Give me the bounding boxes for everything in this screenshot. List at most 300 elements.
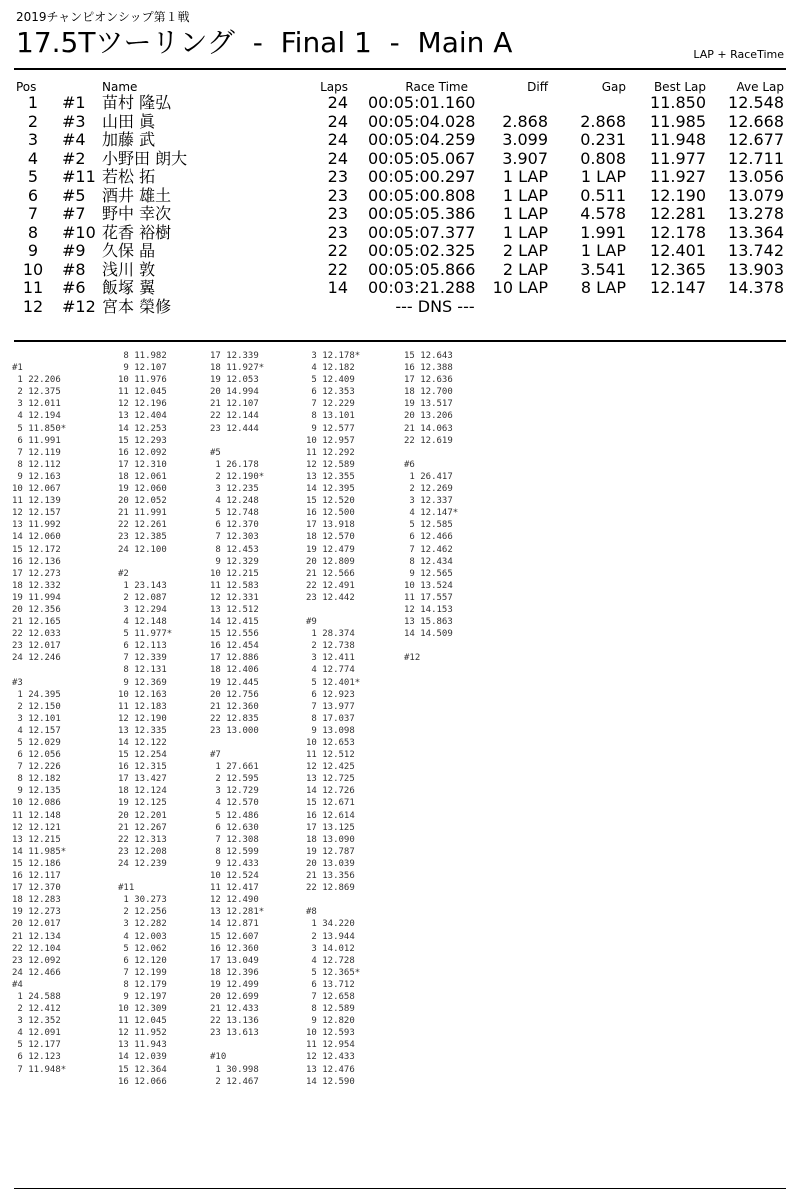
gap: 0.231 — [580, 130, 626, 149]
lap-time-line — [404, 640, 458, 652]
lap-time-line: 11 12.954 — [306, 1040, 355, 1051]
lap-time-line: 7 12.303 — [210, 532, 259, 543]
lap-count: 22 — [327, 241, 348, 260]
lap-time-line: 8 13.101 — [306, 411, 355, 422]
lap-time-line: 12 12.433 — [306, 1052, 355, 1063]
race-time: 00:05:04.028 — [368, 111, 476, 131]
lap-time-line: 12 12.589 — [306, 459, 355, 470]
lap-time-line: 4 12.774 — [306, 665, 355, 676]
lap-time-line: 3 12.337 — [404, 496, 453, 507]
lap-time-line: 9 13.098 — [306, 725, 355, 736]
lap-time-line: 9 12.163 — [12, 471, 61, 482]
lap-time-line: 8 12.131 — [118, 665, 167, 676]
lap-time-line: 23 12.017 — [12, 641, 61, 652]
ave-lap: 13.278 — [728, 204, 784, 223]
lap-time-line: 1 28.374 — [306, 629, 355, 640]
lap-time-line: 20 12.052 — [118, 496, 167, 507]
lap-time-line: 11 12.583 — [210, 580, 259, 591]
lap-time-line — [306, 894, 360, 906]
lap-time-line: 13 12.512 — [210, 604, 259, 615]
lap-time-line: 13 12.404 — [118, 411, 167, 422]
lap-time-line: 21 12.165 — [12, 617, 61, 628]
lap-time-line: 22 12.313 — [118, 834, 167, 845]
lap-time-line: 19 12.499 — [210, 979, 259, 990]
lap-time-line: 24 12.246 — [12, 653, 61, 664]
driver-name: 加藤 武 — [102, 130, 156, 149]
lap-time-line: 3 12.729 — [210, 786, 259, 797]
lap-time-line: 6 12.353 — [306, 387, 355, 398]
lap-time-line: 22 12.619 — [404, 435, 453, 446]
lap-time-line: 22 12.033 — [12, 629, 61, 640]
lap-column — [118, 350, 172, 1088]
lap-time-line: 8 12.453 — [210, 544, 259, 555]
ave-lap: 14.378 — [728, 278, 784, 297]
lap-time-line: 1 24.588 — [12, 991, 61, 1002]
lap-time-line: 16 12.500 — [306, 508, 355, 519]
driver-lap-heading: #9 — [306, 617, 317, 628]
lap-time-line: 20 12.017 — [12, 919, 61, 930]
race-time: 00:05:00.808 — [368, 185, 476, 205]
diff: 2.868 — [502, 111, 548, 131]
lap-time-line: 4 12.194 — [12, 411, 61, 422]
lap-time-line: 10 11.976 — [118, 375, 167, 386]
lap-time-line: 18 12.570 — [306, 532, 355, 543]
lap-time-line: 16 12.315 — [118, 762, 167, 773]
lap-time-line: 9 12.433 — [210, 858, 259, 869]
best-lap: 12.365 — [650, 259, 706, 279]
gap: 0.808 — [580, 148, 626, 168]
lap-column — [12, 350, 66, 1076]
lap-time-line: 15 12.254 — [118, 750, 167, 761]
lap-time-line: 4 12.728 — [306, 955, 355, 966]
race-time: 00:05:07.377 — [368, 222, 476, 242]
driver-lap-heading: #6 — [404, 459, 415, 470]
lap-time-line: 20 12.756 — [210, 689, 259, 700]
lap-time-line: 12 11.952 — [118, 1028, 167, 1039]
best-lap: 11.985 — [650, 111, 706, 131]
lap-time-line: 11 12.045 — [118, 1016, 167, 1027]
lap-time-line: 19 12.273 — [12, 907, 61, 918]
lap-time-line: 24 12.466 — [12, 967, 61, 978]
best-lap: 12.190 — [650, 185, 706, 205]
lap-time-line: 18 12.396 — [210, 967, 259, 978]
lap-time-line: 5 12.409 — [306, 375, 355, 386]
ave-lap: 13.364 — [728, 222, 784, 242]
result-pos: 3 — [27, 130, 39, 149]
lap-time-line: 1 30.273 — [118, 895, 167, 906]
lap-time-line: 17 12.339 — [210, 351, 259, 361]
lap-time-line: 13 11.943 — [118, 1040, 167, 1051]
lap-time-line: 18 12.124 — [118, 786, 167, 797]
lap-time-line: 14 12.415 — [210, 617, 259, 628]
lap-time-line: 18 13.090 — [306, 834, 355, 845]
header-diff: Diff — [527, 80, 548, 94]
ave-lap: 13.056 — [728, 167, 784, 186]
lap-time-line: 6 11.991 — [12, 435, 61, 446]
driver-name: 若松 拓 — [102, 167, 156, 186]
result-pos: 10 — [22, 259, 44, 279]
lap-count: 23 — [327, 222, 348, 242]
lap-time-line: 13 12.335 — [118, 725, 167, 736]
lap-time-line: 11 12.183 — [118, 701, 167, 712]
lap-time-line: 10 12.653 — [306, 738, 355, 748]
gap: 8 LAP — [580, 278, 626, 297]
driver-name: 苗村 隆弘 — [102, 93, 172, 112]
lap-time-line: 8 12.599 — [210, 846, 259, 857]
lap-time-line: 21 12.433 — [210, 1004, 259, 1015]
driver-name: 飯塚 翼 — [102, 278, 156, 297]
lap-time-line: 2 12.467 — [210, 1076, 259, 1087]
lap-time-line: 11 12.512 — [306, 750, 355, 761]
best-lap: 11.850 — [650, 93, 706, 112]
driver-lap-heading: #10 — [210, 1052, 227, 1063]
lap-time-line — [12, 664, 66, 676]
car-number: #7 — [62, 204, 86, 223]
header-pos: Pos — [16, 80, 37, 94]
lap-time-line: 2 12.269 — [404, 484, 453, 495]
lap-time-line: 9 12.820 — [306, 1016, 355, 1027]
lap-time-line: 21 13.356 — [306, 871, 355, 882]
driver-lap-heading: #12 — [404, 653, 421, 664]
best-lap: 12.178 — [650, 222, 706, 242]
result-pos: 5 — [27, 167, 39, 186]
lap-time-line: 2 13.944 — [306, 931, 355, 942]
lap-time-line: 5 12.585 — [404, 520, 453, 531]
lap-time-line: 6 12.923 — [306, 689, 355, 700]
result-pos: 1 — [27, 93, 39, 112]
lap-time-line — [210, 435, 264, 447]
diff: 1 LAP — [502, 204, 548, 223]
lap-time-line: 16 12.117 — [12, 871, 61, 882]
lap-time-line: 23 12.444 — [210, 423, 259, 434]
header-laps: Laps — [320, 80, 348, 94]
lap-time-line: 6 13.712 — [306, 979, 355, 990]
lap-time-line: 15 12.172 — [12, 544, 61, 555]
lap-count: 24 — [327, 93, 348, 112]
lap-time-line: 23 13.000 — [210, 725, 259, 736]
driver-lap-heading: #8 — [306, 907, 317, 918]
lap-time-line: 3 14.012 — [306, 943, 355, 954]
lap-time-line — [118, 556, 172, 568]
lap-time-line: 1 27.661 — [210, 762, 259, 773]
lap-time-line: 20 14.994 — [210, 387, 259, 398]
gap: 3.541 — [580, 259, 626, 279]
driver-lap-heading: #4 — [12, 979, 23, 990]
lap-time-line: 13 12.215 — [12, 834, 61, 845]
best-lap: 11.948 — [650, 130, 706, 149]
car-number: #5 — [62, 185, 86, 205]
lap-time-line: 3 12.235 — [210, 484, 259, 495]
lap-time-line: 21 14.063 — [404, 423, 453, 434]
lap-time-line: 23 12.385 — [118, 532, 167, 543]
lap-time-line: 18 12.061 — [118, 471, 167, 482]
lap-time-line: 8 12.434 — [404, 556, 453, 567]
lap-time-line: 6 12.466 — [404, 532, 453, 543]
gap: 1.991 — [580, 222, 626, 242]
lap-time-line: 16 12.136 — [12, 556, 61, 567]
lap-time-line — [210, 1039, 264, 1051]
lap-time-line: 15 12.556 — [210, 629, 259, 640]
lap-time-line: 6 12.056 — [12, 750, 61, 761]
lap-time-line: 10 12.524 — [210, 871, 259, 882]
lap-time-line: 8 11.982 — [118, 351, 167, 361]
lap-time-line: 10 12.593 — [306, 1028, 355, 1039]
lap-time-line: 2 12.190* — [210, 471, 265, 482]
race-time: 00:03:21.288 — [368, 278, 476, 297]
lap-time-line: 14 11.985* — [12, 846, 67, 857]
diff: 2 LAP — [502, 259, 548, 279]
lap-time-line: 20 12.809 — [306, 556, 355, 567]
ave-lap: 13.742 — [728, 241, 784, 260]
lap-time-line: 15 12.520 — [306, 496, 355, 507]
lap-time-line: 3 12.178* — [306, 351, 361, 361]
page-title: 17.5Tツーリング - Final 1 - Main A — [16, 26, 513, 59]
lap-time-line: 8 12.589 — [306, 1004, 355, 1015]
lap-time-line: 15 12.186 — [12, 858, 61, 869]
lap-time-line: 18 12.406 — [210, 665, 259, 676]
lap-time-line: 13 12.476 — [306, 1064, 355, 1075]
lap-time-line: 23 12.092 — [12, 955, 61, 966]
lap-time-line: 24 12.239 — [118, 858, 167, 869]
lap-time-line: 21 12.566 — [306, 568, 355, 579]
lap-time-line: 4 12.003 — [118, 931, 167, 942]
lap-count: 23 — [327, 185, 348, 205]
lap-time-line: 19 12.787 — [306, 846, 355, 857]
lap-time-line: 20 12.201 — [118, 810, 167, 821]
lap-time-line: 5 12.062 — [118, 943, 167, 954]
driver-lap-heading: #1 — [12, 363, 23, 374]
lap-time-line: 9 12.135 — [12, 786, 61, 797]
lap-time-line: 4 12.148 — [118, 617, 167, 628]
lap-time-line: 15 12.293 — [118, 435, 167, 446]
lap-time-line: 2 12.738 — [306, 641, 355, 652]
lap-time-line: 9 12.577 — [306, 423, 355, 434]
lap-time-line: 3 12.352 — [12, 1016, 61, 1027]
driver-name: 花香 裕樹 — [102, 222, 172, 242]
diff: 10 LAP — [492, 278, 548, 297]
lap-time-line: 11 12.292 — [306, 447, 355, 458]
lap-time-line: 13 12.355 — [306, 471, 355, 482]
lap-time-line: 7 12.229 — [306, 399, 355, 410]
driver-name: 酒井 雄土 — [102, 185, 172, 205]
car-number: #11 — [62, 167, 96, 186]
ave-lap: 12.677 — [728, 130, 784, 149]
lap-time-line: 19 12.479 — [306, 544, 355, 555]
lap-time-line: 5 12.029 — [12, 738, 61, 748]
header-gap: Gap — [601, 80, 626, 94]
lap-time-line: 17 12.636 — [404, 375, 453, 386]
driver-name: 野中 幸次 — [102, 204, 172, 223]
lap-time-line: 11 12.148 — [12, 810, 61, 821]
gap: 4.578 — [580, 204, 626, 223]
lap-time-line: 12 12.331 — [210, 592, 259, 603]
lap-time-line: 18 11.927* — [210, 363, 265, 374]
lap-time-line: 7 12.226 — [12, 762, 61, 773]
diff: 1 LAP — [502, 185, 548, 205]
lap-time-line: 7 12.658 — [306, 991, 355, 1002]
lap-time-line: 12 12.121 — [12, 822, 61, 833]
lap-time-line: 4 12.091 — [12, 1028, 61, 1039]
gap: 2.868 — [580, 111, 626, 131]
lap-time-line: 5 12.748 — [210, 508, 259, 519]
lap-time-line: 22 12.104 — [12, 943, 61, 954]
driver-lap-heading: #11 — [118, 883, 135, 894]
car-number: #3 — [62, 111, 86, 131]
lap-time-line: 15 12.364 — [118, 1064, 167, 1075]
lap-column — [306, 350, 360, 1088]
lap-time-line: 20 13.039 — [306, 858, 355, 869]
lap-time-line: 24 12.100 — [118, 544, 167, 555]
lap-time-line: 9 12.369 — [118, 677, 167, 688]
lap-time-line: 17 13.427 — [118, 774, 167, 785]
best-lap: 11.927 — [650, 167, 706, 186]
lap-time-line: 13 15.863 — [404, 617, 453, 628]
lap-time-line: 2 12.595 — [210, 774, 259, 785]
car-number: #6 — [62, 278, 86, 297]
lap-time-line: 23 12.208 — [118, 846, 167, 857]
lap-time-line: 17 13.049 — [210, 955, 259, 966]
lap-time-line: 7 12.199 — [118, 967, 167, 978]
lap-time-line: 10 12.086 — [12, 798, 61, 809]
lap-time-line: 9 12.329 — [210, 556, 259, 567]
lap-time-line: 1 30.998 — [210, 1064, 259, 1075]
lap-column — [210, 350, 264, 1088]
lap-time-line: 1 26.178 — [210, 459, 259, 470]
lap-time-line: 4 12.182 — [306, 363, 355, 374]
lap-time-line: 7 12.308 — [210, 834, 259, 845]
lap-time-line: 20 12.356 — [12, 604, 61, 615]
lap-time-line: 16 12.360 — [210, 943, 259, 954]
lap-time-line: 14 12.871 — [210, 919, 259, 930]
lap-time-line: 12 12.490 — [210, 895, 259, 906]
driver-name: 山田 眞 — [102, 111, 156, 131]
lap-time-line: 17 13.918 — [306, 520, 355, 531]
lap-count: 22 — [327, 259, 348, 279]
event-name: 2019チャンピオンシップ第１戦 — [16, 10, 190, 24]
lap-time-line: 14 12.253 — [118, 423, 167, 434]
ave-lap: 13.903 — [728, 259, 784, 279]
lap-time-line: 19 12.060 — [118, 484, 167, 495]
bottom-divider — [14, 1188, 786, 1189]
lap-time-line: 14 12.060 — [12, 532, 61, 543]
lap-count: 24 — [327, 130, 348, 149]
race-time: 00:05:04.259 — [368, 130, 476, 149]
driver-lap-heading: #5 — [210, 447, 221, 458]
lap-time-line: 12 12.157 — [12, 508, 61, 519]
lap-time-line: 15 12.643 — [404, 351, 453, 361]
lap-time-line: 6 12.123 — [12, 1052, 61, 1063]
lap-time-line: 15 12.671 — [306, 798, 355, 809]
driver-name: 宮本 榮修 — [102, 296, 172, 316]
lap-time-line: 4 12.157 — [12, 725, 61, 736]
lap-time-line: 6 12.113 — [118, 641, 167, 652]
car-number: #4 — [62, 130, 86, 149]
lap-time-line: 10 12.163 — [118, 689, 167, 700]
lap-time-line: 5 12.365* — [306, 967, 361, 978]
lap-time-line: 2 12.412 — [12, 1004, 61, 1015]
lap-time-line: 8 17.037 — [306, 713, 355, 724]
lap-time-line: 19 12.053 — [210, 375, 259, 386]
lap-time-line: 23 12.442 — [306, 592, 355, 603]
lap-time-line: 21 12.107 — [210, 399, 259, 410]
car-number: #1 — [62, 93, 86, 112]
lap-time-line: 14 12.395 — [306, 484, 355, 495]
lap-time-line: 3 12.411 — [306, 653, 355, 664]
mid-divider — [14, 340, 786, 342]
race-time: 00:05:02.325 — [368, 241, 476, 260]
lap-time-line: 12 14.153 — [404, 604, 453, 615]
lap-time-line: 8 12.112 — [12, 459, 61, 470]
lap-time-line: 21 12.360 — [210, 701, 259, 712]
lap-time-line — [306, 604, 360, 616]
lap-time-line: 8 12.179 — [118, 979, 167, 990]
diff: 3.099 — [502, 130, 548, 149]
lap-time-line: 9 12.565 — [404, 568, 453, 579]
result-pos: 12 — [22, 296, 44, 316]
lap-time-line: 1 24.395 — [12, 689, 61, 700]
lap-time-line: 18 12.700 — [404, 387, 453, 398]
diff: 2 LAP — [502, 241, 548, 260]
lap-time-line: 8 12.182 — [12, 774, 61, 785]
race-time: 00:05:00.297 — [368, 167, 476, 186]
best-lap: 12.147 — [650, 278, 706, 297]
lap-time-line: 2 12.256 — [118, 907, 167, 918]
driver-lap-heading: #2 — [118, 568, 129, 579]
lap-time-line: 4 12.147* — [404, 508, 459, 519]
lap-time-line: 9 12.107 — [118, 363, 167, 374]
lap-time-line: 1 26.417 — [404, 471, 453, 482]
lap-time-line: 6 12.120 — [118, 955, 167, 966]
driver-lap-heading: #7 — [210, 750, 221, 761]
ave-lap: 12.548 — [728, 93, 784, 112]
lap-time-line: 23 13.613 — [210, 1028, 259, 1039]
lap-time-line: 22 12.869 — [306, 883, 355, 894]
lap-time-line: 14 12.726 — [306, 786, 355, 797]
lap-time-line: 16 12.454 — [210, 641, 259, 652]
lap-time-line: 1 22.206 — [12, 375, 61, 386]
lap-time-line: 17 12.370 — [12, 883, 61, 894]
lap-time-line: 22 12.144 — [210, 411, 259, 422]
header-best-lap: Best Lap — [653, 80, 706, 94]
header-race-time: Race Time — [405, 80, 468, 94]
lap-time-line: 21 12.267 — [118, 822, 167, 833]
lap-time-line: 22 12.835 — [210, 713, 259, 724]
lap-time-line: 22 12.261 — [118, 520, 167, 531]
result-pos: 8 — [27, 222, 39, 242]
lap-time-line: 3 12.282 — [118, 919, 167, 930]
best-lap: 11.977 — [650, 148, 706, 168]
car-number: #9 — [62, 241, 86, 260]
lap-time-line: 2 12.087 — [118, 592, 167, 603]
gap: 1 LAP — [580, 167, 626, 186]
lap-time-line: 3 12.101 — [12, 713, 61, 724]
car-number: #8 — [62, 259, 86, 279]
lap-time-line — [210, 737, 264, 749]
lap-time-line: 16 12.066 — [118, 1076, 167, 1087]
top-divider — [14, 68, 786, 70]
lap-time-line: 6 12.370 — [210, 520, 259, 531]
lap-time-line: 5 11.977* — [118, 629, 173, 640]
lap-time-line: 20 12.699 — [210, 991, 259, 1002]
driver-name: 浅川 敦 — [102, 259, 156, 279]
lap-count: 23 — [327, 167, 348, 186]
lap-time-line: 12 12.196 — [118, 399, 167, 410]
driver-lap-heading: #3 — [12, 677, 23, 688]
report-subtitle: LAP + RaceTime — [693, 48, 784, 61]
race-time: 00:05:05.067 — [368, 148, 476, 168]
lap-time-line: 5 12.401* — [306, 677, 361, 688]
lap-time-line: 11 12.045 — [118, 387, 167, 398]
